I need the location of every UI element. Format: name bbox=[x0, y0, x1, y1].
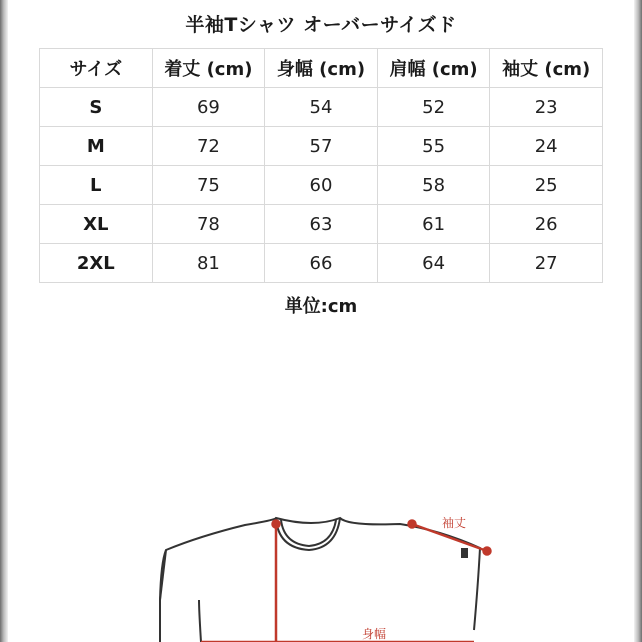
table-cell: 78 bbox=[152, 205, 265, 244]
sleeve-length-label: 袖丈 bbox=[442, 516, 467, 530]
length-line-dot bbox=[273, 521, 280, 528]
sleeve-line-start-dot bbox=[409, 521, 416, 528]
table-cell: 81 bbox=[152, 244, 265, 283]
table-cell: 26 bbox=[490, 205, 603, 244]
size-cell: M bbox=[40, 127, 153, 166]
header-body-width: 身幅 (cm) bbox=[265, 49, 378, 88]
table-cell: 27 bbox=[490, 244, 603, 283]
header-sleeve-length: 袖丈 (cm) bbox=[490, 49, 603, 88]
table-cell: 66 bbox=[265, 244, 378, 283]
table-cell: 64 bbox=[377, 244, 490, 283]
table-cell: 58 bbox=[377, 166, 490, 205]
table-row bbox=[40, 88, 603, 127]
size-cell: S bbox=[40, 88, 153, 127]
table-row bbox=[40, 205, 603, 244]
header-shoulder-width: 肩幅 (cm) bbox=[377, 49, 490, 88]
size-cell: L bbox=[40, 166, 153, 205]
table-row bbox=[40, 127, 603, 166]
shirt-tag bbox=[461, 548, 468, 558]
table-cell: 55 bbox=[377, 127, 490, 166]
table-cell: 54 bbox=[265, 88, 378, 127]
table-header-row bbox=[40, 49, 603, 88]
tshirt-outline bbox=[160, 518, 480, 642]
tshirt-diagram bbox=[0, 500, 642, 642]
page-title: 半袖Tシャツ オーバーサイズド bbox=[185, 14, 457, 36]
body-width-label: 身幅 bbox=[362, 627, 387, 641]
table-cell: 69 bbox=[152, 88, 265, 127]
size-table bbox=[39, 48, 603, 283]
table-cell: 52 bbox=[377, 88, 490, 127]
header-length: 着丈 (cm) bbox=[152, 49, 265, 88]
table-cell: 23 bbox=[490, 88, 603, 127]
table-cell: 75 bbox=[152, 166, 265, 205]
header-size: サイズ bbox=[40, 49, 153, 88]
table-cell: 63 bbox=[265, 205, 378, 244]
table-cell: 61 bbox=[377, 205, 490, 244]
table-cell: 57 bbox=[265, 127, 378, 166]
measure-lines bbox=[201, 521, 491, 642]
size-cell: XL bbox=[40, 205, 153, 244]
table-cell: 72 bbox=[152, 127, 265, 166]
table-row bbox=[40, 166, 603, 205]
table-row bbox=[40, 244, 603, 283]
table-cell: 24 bbox=[490, 127, 603, 166]
unit-note: 単位:cm bbox=[284, 296, 358, 317]
table-cell: 25 bbox=[490, 166, 603, 205]
sleeve-line-end-dot bbox=[484, 548, 491, 555]
size-cell: 2XL bbox=[40, 244, 153, 283]
table-cell: 60 bbox=[265, 166, 378, 205]
